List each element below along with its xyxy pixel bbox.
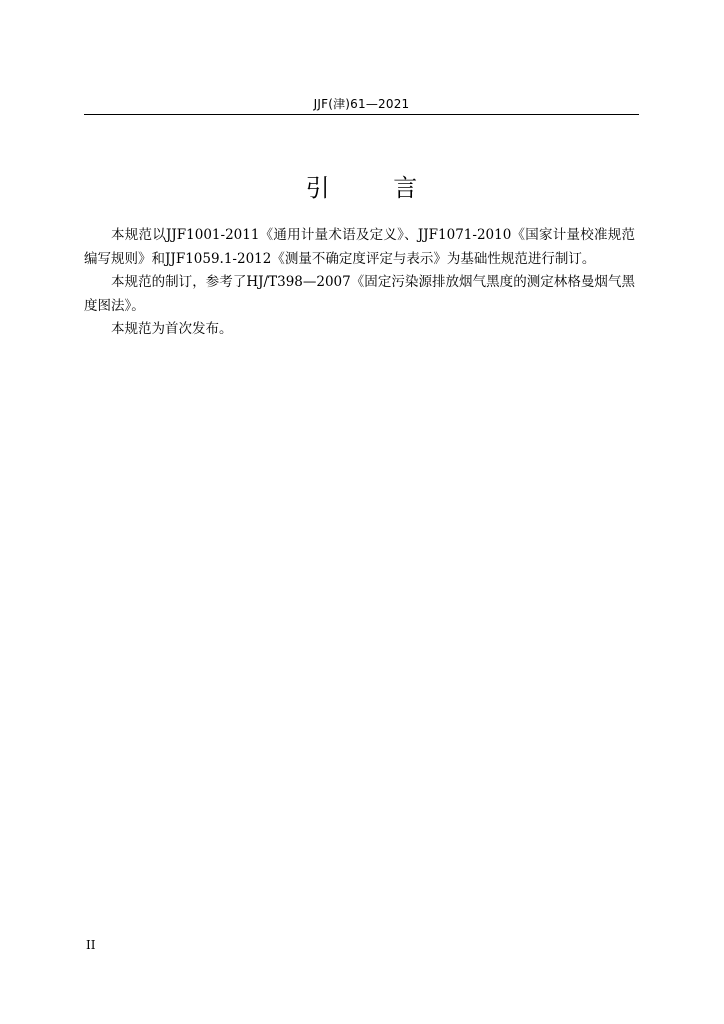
paragraph-first-release: 本规范为首次发布。 <box>111 321 233 337</box>
page-number: II <box>86 938 96 952</box>
body-text <box>84 224 635 342</box>
paragraph-basis: 本规范以JJF1001-2011《通用计量术语及定义》、JJF1071-2010《国家计量校准规范编写规则》和JJF1059.1-2012《测量不确定度评定与表示》为基础性规范进行制订。 <box>84 227 635 267</box>
section-title: 引 言 <box>305 174 446 202</box>
paragraph-reference: 本规范的制订，参考了HJ/T398—2007《固定污染源排放烟气黑度的测定林格曼烟气黑度图法》。 <box>84 274 635 314</box>
running-header <box>84 96 639 115</box>
header-standard-code: JJF(津)61—2021 <box>313 97 410 111</box>
